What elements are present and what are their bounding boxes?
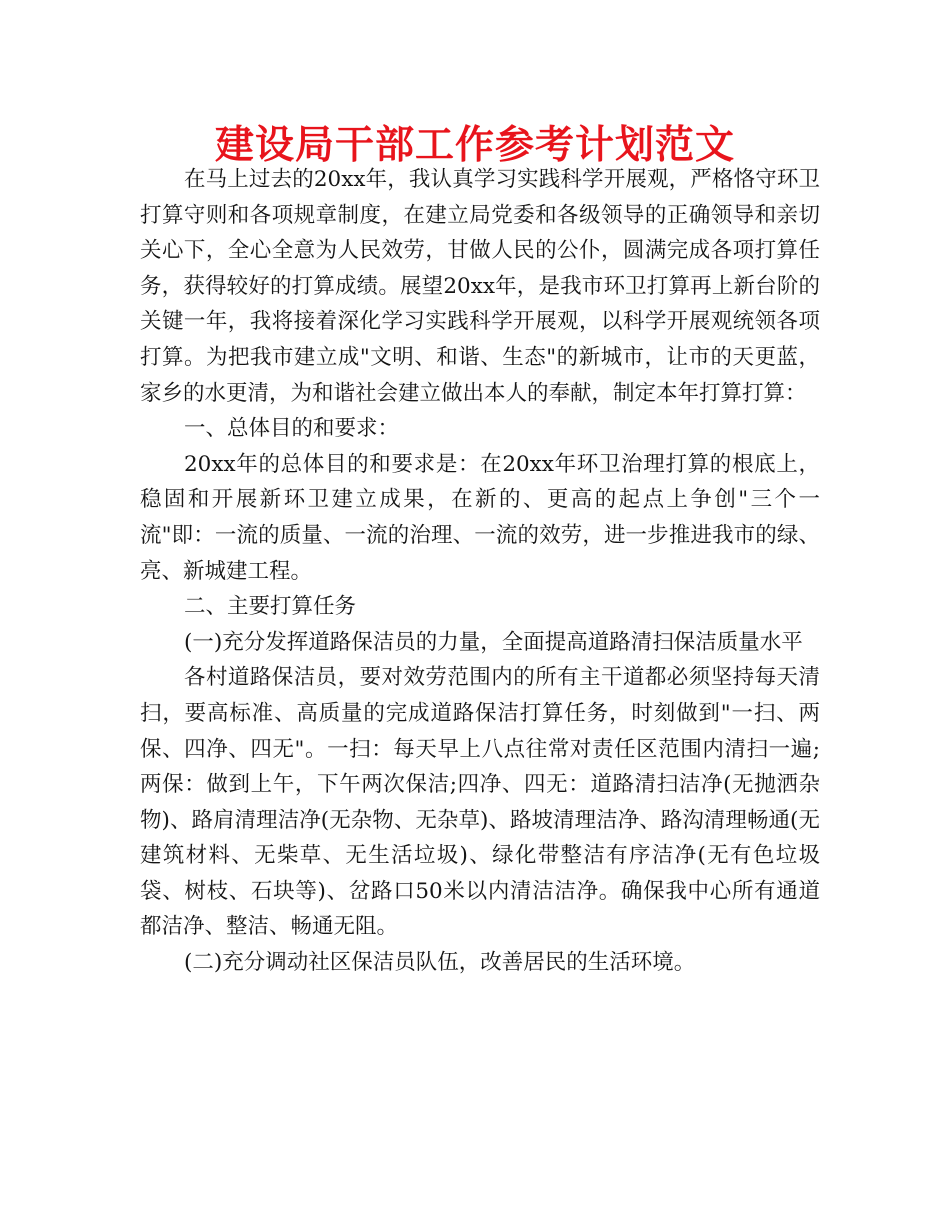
intro-paragraph: 在马上过去的20xx年，我认真学习实践科学开展观，严格恪守环卫打算守则和各项规章制度，在建立局党委和各级领导的正确领导和亲切关心下，全心全意为人民效劳，甘做人民的公仆，圆满完成各项打算任务，获得较好的打算成绩。展望20xx年，是我市环卫打算再上新台阶的关键一年，我将接着深化学习实践科学开展观，以科学开展观统领各项打算。为把我市建立成"文明、和谐、生态"的新城市，让市的天更蓝，家乡的水更清，为和谐社会建立做出本人的奉献，制定本年打算打算：: [140, 167, 820, 406]
section-heading-goals: 一、总体目的和要求：: [184, 416, 400, 442]
subsection-heading-road-cleaners: (一)充分发挥道路保洁员的力量，全面提高道路清扫保洁质量水平: [184, 629, 803, 655]
document-title: 建设局干部工作参考计划范文: [214, 123, 735, 168]
section-heading-tasks: 二、主要打算任务: [184, 594, 357, 620]
subsection-heading-community-cleaners: (二)充分调动社区保洁员队伍，改善居民的生活环境。: [184, 950, 696, 976]
document-body: [140, 162, 820, 981]
goals-paragraph: 20xx年的总体目的和要求是：在20xx年环卫治理打算的根底上，稳固和开展新环卫建立成果，在新的、更高的起点上争创"三个一流"即：一流的质量、一流的治理、一流的效劳，进一步推进我市的绿、亮、新城建工程。: [140, 451, 820, 584]
road-cleaning-paragraph: 各村道路保洁员，要对效劳范围内的所有主干道都必须坚持每天清扫，要高标准、高质量的完成道路保洁打算任务，时刻做到"一扫、两保、四净、四无"。一扫：每天早上八点往常对责任区范围内清扫一遍;两保：做到上午，下午两次保洁;四净、四无：道路清扫洁净(无抛洒杂物)、路肩清理洁净(无杂物、无杂草)、路坡清理洁净、路沟清理畅通(无建筑材料、无柴草、无生活垃圾)、绿化带整洁有序洁净(无有色垃圾袋、树枝、石块等)、岔路口50米以内清洁洁净。确保我中心所有通道都洁净、整洁、畅通无阻。: [140, 665, 820, 940]
